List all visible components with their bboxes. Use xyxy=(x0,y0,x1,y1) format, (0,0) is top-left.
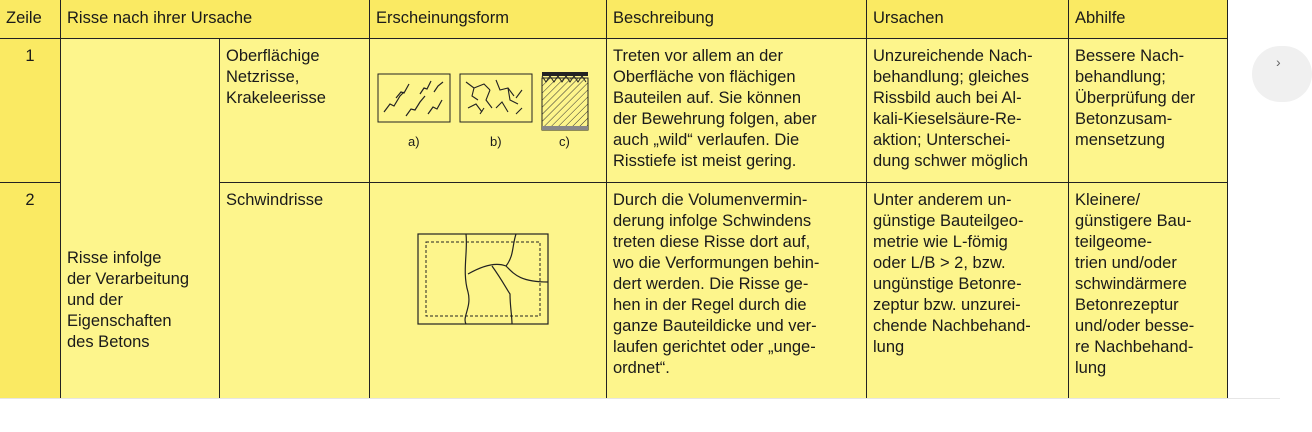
row-1-type: Oberflächige Netzrisse, Krakeleerisse xyxy=(226,47,326,107)
header-risse-nach-ursache: Risse nach ihrer Ursache xyxy=(67,9,253,27)
grid-line xyxy=(60,0,61,410)
grid-line xyxy=(0,182,60,183)
side-scroll-handle[interactable] xyxy=(1252,46,1312,102)
zeile-column-background xyxy=(0,38,60,410)
figure-label-c: c) xyxy=(559,134,570,149)
page-bottom-margin xyxy=(0,398,1280,432)
header-erscheinungsform: Erscheinungsform xyxy=(376,9,509,27)
netzrisse-figure xyxy=(376,68,602,154)
header-abhilfe: Abhilfe xyxy=(1075,9,1126,27)
grid-line xyxy=(606,0,607,410)
grid-line xyxy=(369,0,370,410)
figure-label-a: a) xyxy=(408,134,420,149)
grid-line xyxy=(219,38,220,410)
row-number: 2 xyxy=(25,191,35,209)
header-beschreibung: Beschreibung xyxy=(613,9,714,27)
grid-line xyxy=(866,0,867,410)
schwindrisse-figure xyxy=(416,232,552,328)
page-divider xyxy=(0,398,1280,399)
row-1-beschreibung: Treten vor allem an der Oberfläche von flächigen Bauteilen auf. Sie können der Bewehrung folgen, aber auch „wild“ verlaufen. Die Risstiefe ist meist gering. xyxy=(613,47,817,170)
grid-line xyxy=(0,38,1228,39)
grid-line xyxy=(1227,0,1228,410)
header-zeile: Zeile xyxy=(6,9,42,27)
side-handle-icon: › xyxy=(1276,54,1281,70)
row-2-beschreibung: Durch die Volumenvermin- derung infolge Schwindens treten diese Risse dort auf, wo die Verformungen behin- dert werden. Die Risse ge- hen in der Regel durch die ganze Bauteildicke und ver- laufen gerichtet oder „unge- ordnet“. xyxy=(613,191,820,377)
row-2-type: Schwindrisse xyxy=(226,191,324,209)
row-1-abhilfe: Bessere Nach- behandlung; Überprüfung der Betonzusam- mensetzung xyxy=(1075,47,1196,149)
row-2-ursachen: Unter anderem un- günstige Bauteilgeo- metrie wie L-fömig oder L/B > 2, bzw. ungünstige Betonre- zeptur bzw. unzurei- chende Nachbehand- lung xyxy=(873,191,1031,356)
grid-line xyxy=(1068,0,1069,410)
grid-line xyxy=(219,182,1228,183)
row-number: 1 xyxy=(25,47,35,65)
header-ursachen: Ursachen xyxy=(873,9,944,27)
figure-label-b: b) xyxy=(490,134,502,149)
row-1-ursachen: Unzureichende Nach- behandlung; gleiches Rissbild auch bei Al- kali-Kieselsäure-Re- aktion; Unterschei- dung schwer möglich xyxy=(873,47,1033,170)
group-label: Risse infolge der Verarbeitung und der Eigenschaften des Betons xyxy=(67,249,190,351)
row-2-abhilfe: Kleinere/ günstigere Bau- teilgeome- trien und/oder schwindärmere Betonrezeptur und/oder besse- re Nachbehand- lung xyxy=(1075,191,1195,377)
